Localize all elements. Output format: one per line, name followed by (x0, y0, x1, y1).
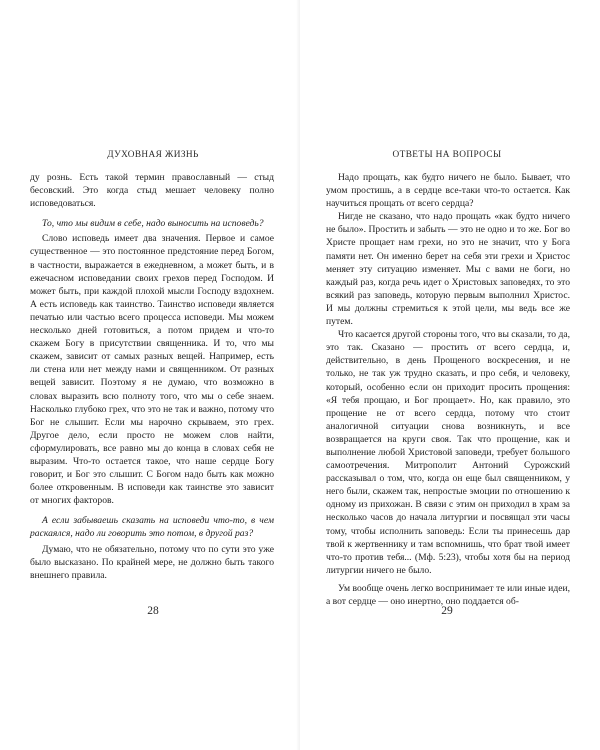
right-page (300, 0, 600, 750)
running-head-right: ОТВЕТЫ НА ВОПРОСЫ (392, 150, 502, 160)
paragraph: Что касается другой стороны того, что вы сказали, то да, это так. Сказано — простить от всего сердца, и, действительно, в день Прощеного воскресения, и не только, не так уж трудно сказать, и про себя, и человеку, который, особенно если он приходит просить прощения: «Я тебя прощаю, и Бог прощает». Но, как правило, это прощение не от всего сердца, потому что стоит аналогичной ситуации снова возникнуть, и все возвращается на круги своя. Так что прощение, как и выполнение любой Христовой заповеди, требует большого самоотречения. Митрополит Антоний Сурожский рассказывал о том, что, когда он еще был священником, у него были, скажем так, непростые эмоции по отношению к одному из прихожан. В связи с этим он приходил в храм за несколько часов до начала литургии и посвящал эти часы тому, чтобы исполнить заповедь: Если ты принесешь дар твой к жертвеннику и там вспомнишь, что брат твой имеет что-то против тебя... (Мф. 5:23), чтобы хотя бы на период литургии ничего не было. (326, 329, 570, 576)
left-page-body (30, 171, 274, 582)
paragraph: Слово исповедь имеет два значения. Первое и самое существенное — это постоянное предстояние перед Богом, в частности, выражается в ежедневном, а может быть, и в ежечасном исповедании своих грехов перед Господом. И может быть, при каждой плохой мысли Господу вздохнем. А есть исповедь как таинство. Таинство исповеди является печатью или частью всего процесса исповеди. Мы можем несколько дней готовиться, а потом придем и что-то скажем Богу в присутствии священника. И то, что мы скажем, зависит от самых разных вещей. Например, есть ли стена или нет между нами и священником. От разных вещей зависит. Поэтому я не думаю, что возможно в словах выразить всю полноту того, что мы о себе знаем. Насколько глубоко грех, что это не так и важно, потому что Бог не слышит. Если мы нарочно скрываем, это грех. Другое дело, если просто не можем слов найти, сформулировать, все равно мы до конца в словах себя не выразим. Что-то остается такое, что наше сердце Богу говорит, и Бог это слышит. С Богом надо быть как можно более откровенным. В исповеди как таинстве это зависит от многих факторов. (30, 233, 274, 507)
running-head-left: ДУХОВНАЯ ЖИЗНЬ (107, 150, 199, 160)
page-number-right: 29 (441, 605, 453, 617)
question: То, что мы видим в себе, надо выносить на исповедь? (42, 218, 264, 230)
paragraph: Надо прощать, как будто ничего не было. Бывает, что умом простишь, а в сердце все-таки что-то остается. Как научиться прощать от всего сердца? (326, 172, 570, 210)
page-number-left: 28 (147, 605, 159, 617)
paragraph: Думаю, что не обязательно, потому что по сути это уже было высказано. По крайней мере, не должно быть такого внешнего правила. (30, 543, 274, 581)
paragraph: Нигде не сказано, что надо прощать «как будто ничего не было». Простить и забыть — это не одно и то же. Бог во Христе прощает нам грехи, но это не значит, что у Бога памяти нет. Он именно берет на себя эти грехи и Христос меняет эту ситуацию изменяет. Мы с вами не боги, но каждый раз, когда речь идет о Христовых заповедях, то это всякий раз заповедь, которую первым выполнил Христос. И мы должны стремиться к этой цели, мы ведь все же путем. (326, 211, 570, 328)
paragraph: ду рознь. Есть такой термин православный — стыд бесовский. Это когда стыд мешает человеку полно исповедоваться. (30, 172, 274, 210)
right-page-body (326, 171, 570, 608)
paragraph: Ум вообще очень легко воспринимает те или иные идеи, а вот сердце — оно инертно, оно поддается об- (326, 582, 570, 607)
question: А если забываешь сказать на исповеди что-то, в чем раскаялся, надо ли говорить это потом, в другой раз? (30, 515, 274, 540)
